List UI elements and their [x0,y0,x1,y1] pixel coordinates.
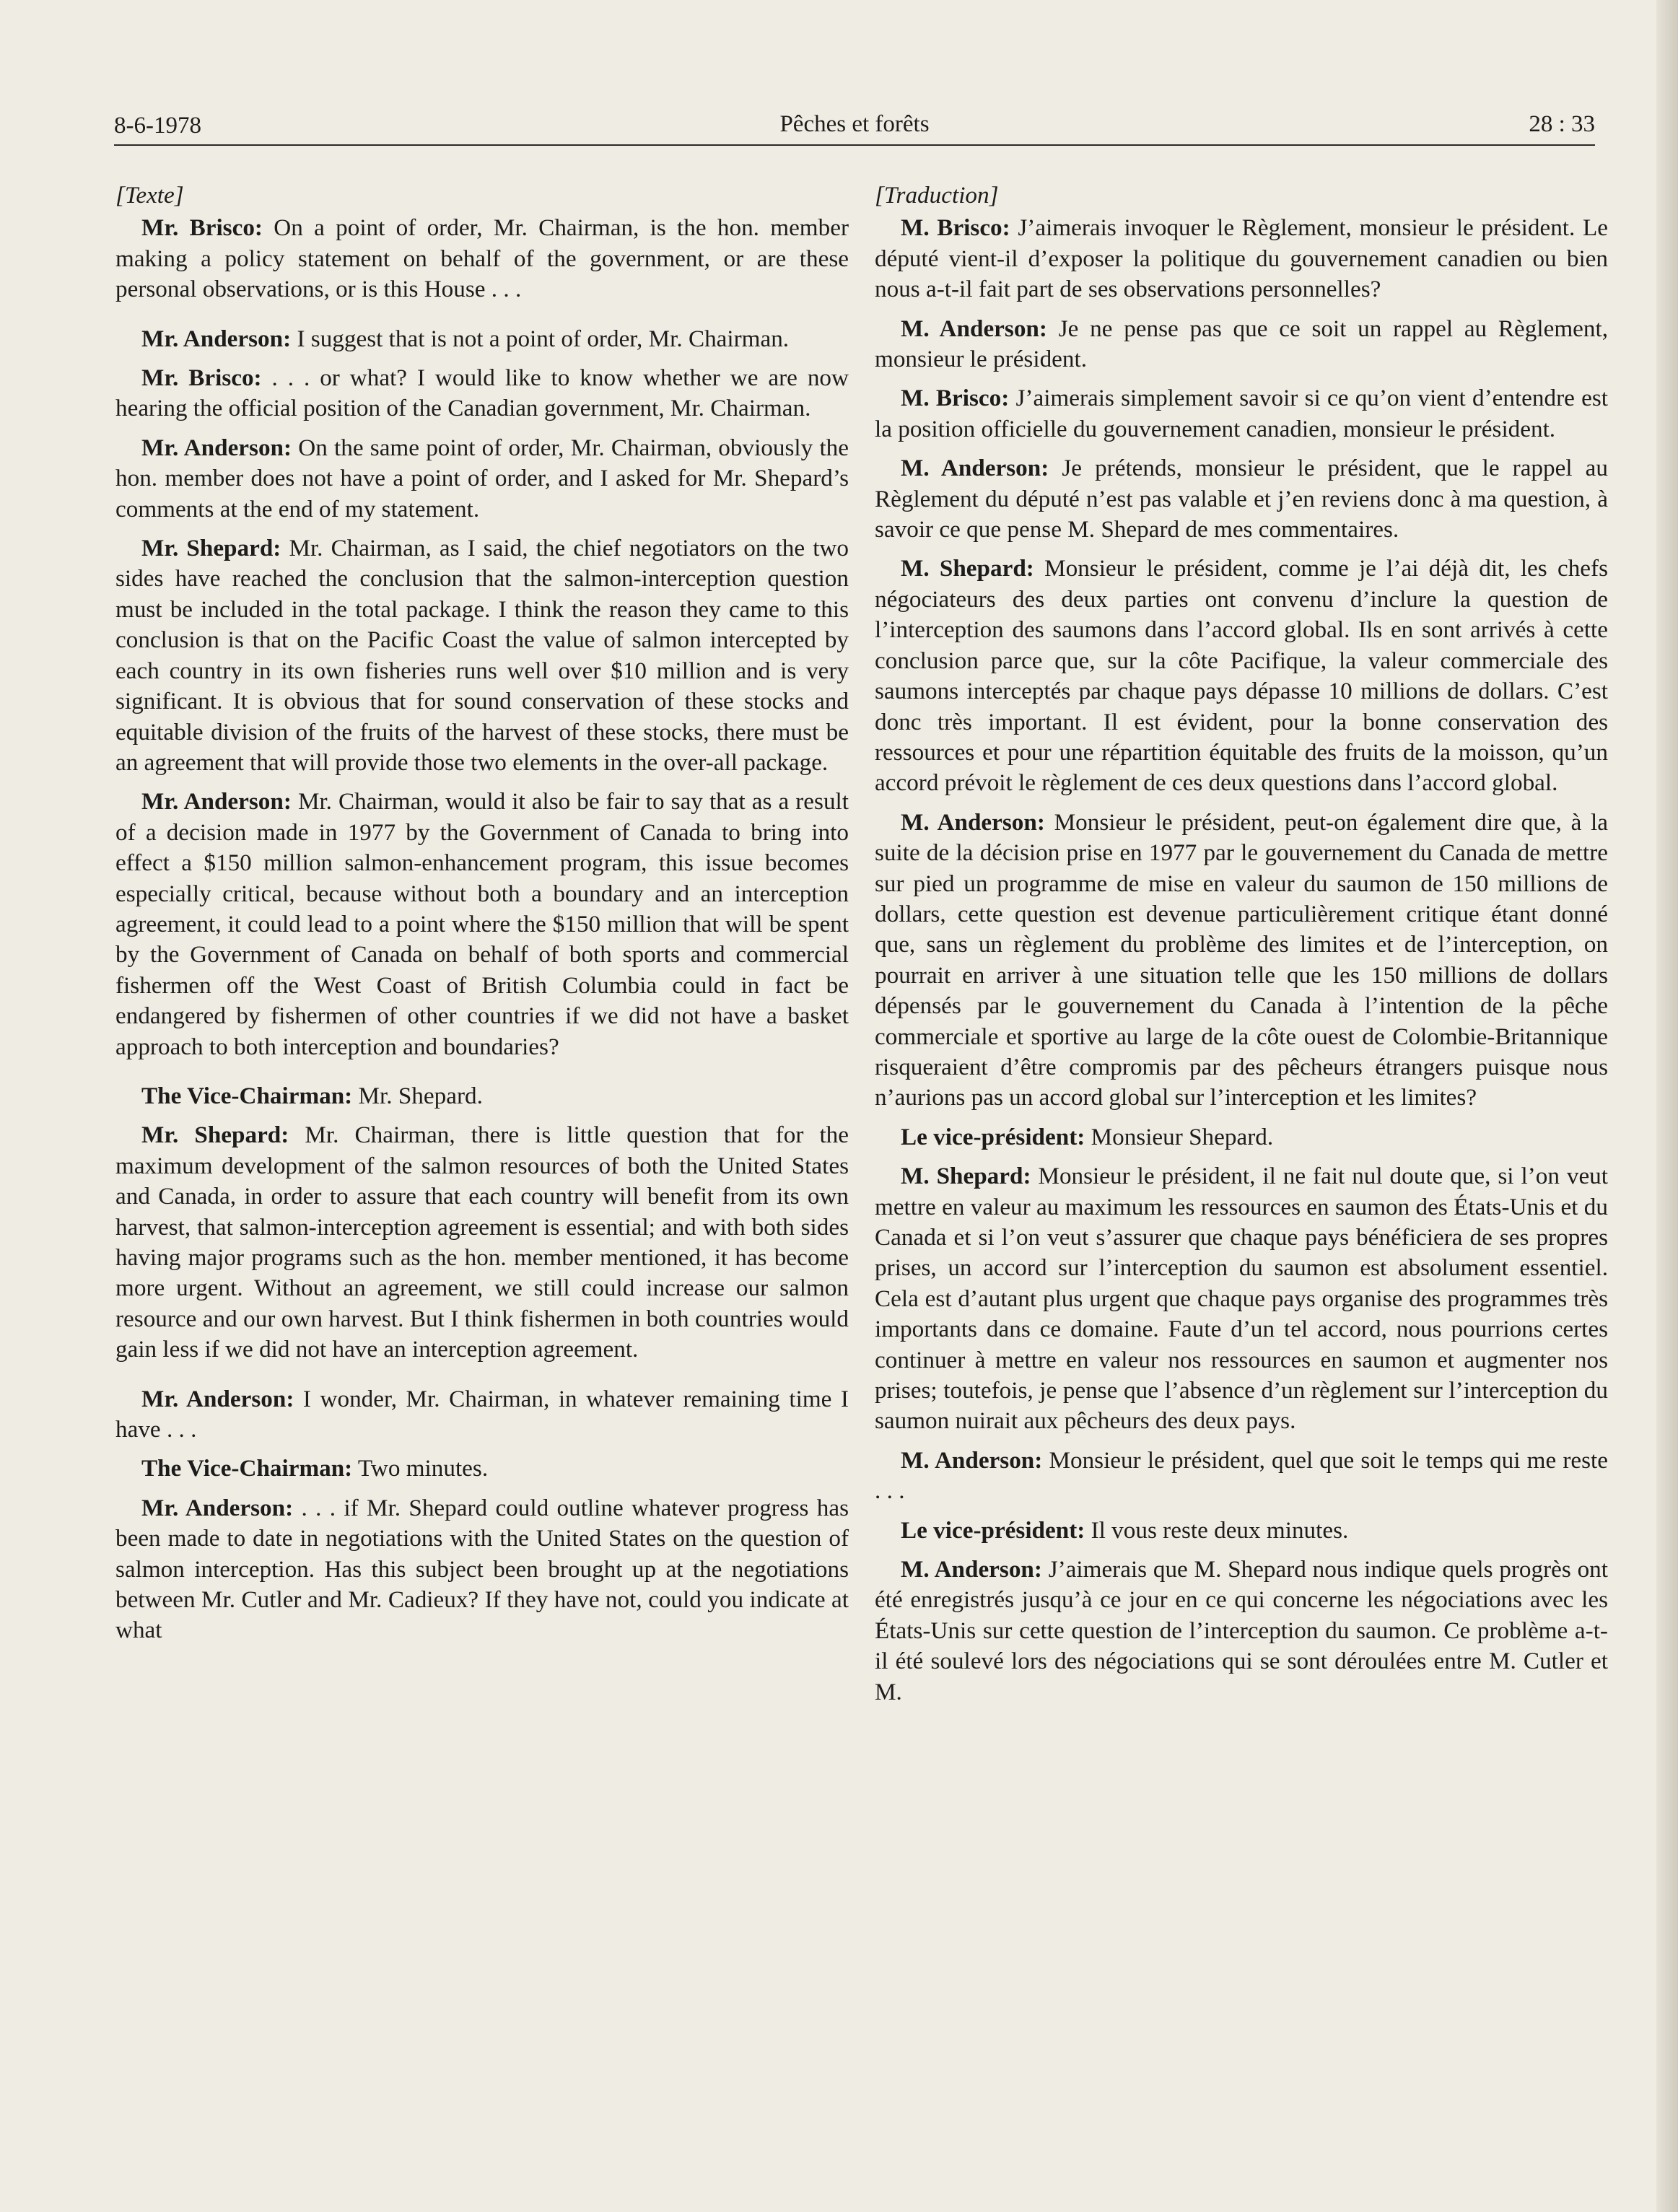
speaker-name: The Vice-Chairman: [141,1455,353,1482]
speaker-name: M. Anderson: [901,315,1047,342]
paragraph [875,1122,1608,1153]
english-column [115,180,849,1655]
paragraph-text: Mr. Shepard. [352,1082,483,1109]
paragraph [875,1446,1608,1507]
paragraph [115,787,849,1062]
speaker-name: Mr. Shepard: [141,1122,289,1149]
paragraph [875,1161,1608,1437]
paragraph-text: Mr. Chairman, as I said, the chief negotiators on the two sides have reached the conclusion that the salmon-interception question must be included in the total package. I think the reason they came to this conclusion is that on the Pacific Coast the value of salmon intercepted by each country in its own fisheries runs well over $10 million and is very significant. It is obvious that for sound conservation of these stocks and equitable division of the fruits of the harvest of these stocks, there must be an agreement that will provide those two elements in the over-all package. [115,535,849,776]
page-header [114,107,1595,144]
speaker-name: Mr. Shepard: [141,535,281,562]
paragraph [115,1384,849,1446]
paragraph [115,433,849,525]
french-column [875,180,1608,1716]
paragraph-text: J’aimerais que M. Shepard nous indique quels progrès ont été enregistrés jusqu’à ce jour en ce qui concerne les négociations avec les États-Unis sur cette question de l’interception du saumon. Ce problème a-t-il été soulevé lors des négociations qui se sont déroulées entre M. Cutler et M. [875,1556,1609,1705]
paragraph-text: J’aimerais simplement savoir si ce qu’on vient d’entendre est la position officielle du gouvernement canadien, monsieur le président. [875,385,1608,442]
paragraph [115,1081,849,1111]
paragraph [875,314,1608,375]
speaker-name: Le vice-président: [901,1123,1085,1150]
speaker-name: M. Anderson: [901,455,1049,482]
paragraph [115,363,849,424]
speaker-name: M. Anderson: [901,1446,1043,1474]
speaker-name: M. Anderson: [901,808,1045,836]
paragraph-text: Monsieur le président, peut-on également dire que, à la suite de la décision prise en 1977 par le gouvernement du Canada de mettre sur pied un programme de mise en valeur du saumon de 150 millions de dollars, cette question est devenue particulièrement critique étant donné que, sans un règlement du problème des limites et de l’interception, on pourrait en arriver à une situation telle que les 150 millions de dollars dépensés par le gouvernement du Canada à l’intention de la pêche commerciale et sportive au large de la côte ouest de Colombie-Britannique risqueraient d’être compromis par des pêcheurs étrangers puisque nous n’aurions pas un accord global sur l’interception et les limites? [875,808,1608,1111]
speaker-name: Mr. Anderson: [141,325,292,352]
paragraph-text: Monsieur le président, il ne fait nul doute que, si l’on veut mettre en valeur au maximum les ressources en saumon des États-Unis et du Canada et si l’on veut s’assurer que chaque pays bénéficiera de ses propres prises, un accord sur l’interception du saumon est absolument essentiel. Cela est d’autant plus urgent que chaque pays organise des programmes très importants dans ce domaine. Faute d’un tel accord, nous pourrions certes continuer à mettre en valeur nos ressources en saumon et augmenter nos prises; toutefois, je pense que l’absence d’un règlement sur l’interception du saumon nuirait aux pêcheurs des deux pays. [875,1163,1608,1435]
paragraph-text: On a point of order, Mr. Chairman, is the hon. member making a policy statement on behalf of the government, or are these personal observations, or is this House . . . [115,214,849,303]
paragraph-text: J’aimerais invoquer le Règlement, monsieur le président. Le député vient-il d’exposer la politique du gouvernement canadien ou bien nous a-t-il fait part de ses observations personnelles? [875,214,1609,303]
paragraph-text: On the same point of order, Mr. Chairman, obviously the hon. member does not have a point of order, and I asked for Mr. Shepard’s comments at the end of my statement. [115,434,849,523]
header-title: Pêches et forêts [779,111,930,137]
page-number: 28 : 33 [1529,111,1595,137]
speaker-name: Mr. Anderson: [141,1385,294,1412]
paragraph-text: Monsieur Shepard. [1085,1123,1274,1150]
speaker-name: Mr. Brisco: [141,214,263,242]
header-rule [114,144,1595,146]
speaker-name: M. Anderson: [901,1556,1042,1583]
speaker-name: Mr. Anderson: [141,788,292,816]
paragraph [875,213,1608,305]
paragraph [875,554,1608,798]
paragraph [875,383,1608,445]
paragraph [875,1555,1608,1708]
speaker-name: M. Brisco: [901,214,1010,242]
paragraph [115,213,849,305]
paragraph-text: Monsieur le président, comme je l’ai déjà dit, les chefs négociateurs des deux parties ont convenu d’inclure la question de l’interception des saumons dans l’accord global. Ils en sont arrivés à cette conclusion parce que, sur la côte Pacifique, la valeur commerciale des saumons interceptés par chaque pays dépasse 10 millions de dollars. C’est donc très important. Il est évident, pour la bonne conservation des ressources et pour une répartition équitable des fruits de la moisson, qu’un accord prévoit le règlement de ces deux questions dans l’accord global. [875,555,1608,797]
paragraph-text: Il vous reste deux minutes. [1085,1516,1349,1544]
paragraph [115,1493,849,1646]
paragraph-text: Je ne pense pas que ce soit un rappel au Règlement, monsieur le président. [875,315,1608,373]
page-edge-shadow [1656,0,1678,2212]
paragraph-text: Monsieur le président, quel que soit le temps qui me reste . . . [875,1446,1608,1505]
speaker-name: M. Shepard: [901,1163,1031,1190]
paragraph-text: Mr. Chairman, would it also be fair to say that as a result of a decision made in 1977 by the Government of Canada to bring into effect a $150 million salmon-enhancement program, this issue becomes especially critical, because without both a boundary and an interception agreement, it could lead to a point where the $150 million that will be spent by the Government of Canada on behalf of both sports and commercial fishermen off the West Coast of British Columbia could in fact be endangered by fishermen of other countries if we did not have a basket approach to both interception and boundaries? [115,788,849,1060]
paragraph-text: I suggest that is not a point of order, Mr. Chairman. [291,325,790,352]
speaker-name: The Vice-Chairman: [141,1082,353,1109]
speaker-name: Le vice-président: [901,1516,1085,1544]
paragraph-text: . . . or what? I would like to know whether we are now hearing the official position of the Canadian government, Mr. Chairman. [115,364,849,422]
paragraph [875,1516,1608,1546]
paragraph-text: Mr. Chairman, there is little question that for the maximum development of the salmon resources of both the United States and Canada, in order to assure that each country will benefit from its own harvest, that salmon-interception agreement is essential; and with both sides having major programs such as the hon. member mentioned, it has become more urgent. Without an agreement, we still could increase our salmon resource and our own harvest. But I think fishermen in both countries would gain less if we did not have an interception agreement. [115,1122,849,1363]
paragraph [115,1120,849,1365]
column-label-traduction: [Traduction] [875,182,999,209]
paragraph-text: Two minutes. [352,1455,489,1482]
speaker-name: M. Shepard: [901,555,1034,582]
header-date: 8-6-1978 [114,113,201,139]
speaker-name: M. Brisco: [901,385,1010,412]
paragraph-text: Je prétends, monsieur le président, que le rappel au Règlement du député n’est pas valable et j’en reviens donc à ma question, à savoir ce que pense M. Shepard de mes commentaires. [875,455,1608,543]
paragraph [115,324,849,354]
paragraph [115,533,849,778]
paragraph [875,453,1608,545]
paragraph-text: I wonder, Mr. Chairman, in whatever remaining time I have . . . [115,1385,849,1443]
paragraph [115,1453,849,1484]
column-label-texte: [Texte] [115,182,184,209]
paragraph [875,808,1608,1114]
speaker-name: Mr. Anderson: [141,434,292,461]
speaker-name: Mr. Brisco: [141,364,262,392]
speaker-name: Mr. Anderson: [141,1494,294,1521]
paragraph-text: . . . if Mr. Shepard could outline whatever progress has been made to date in negotiations with the United States on the question of salmon interception. Has this subject been brought up at the negotiations between Mr. Cutler and Mr. Cadieux? If they have not, could you indicate at what [115,1494,849,1644]
